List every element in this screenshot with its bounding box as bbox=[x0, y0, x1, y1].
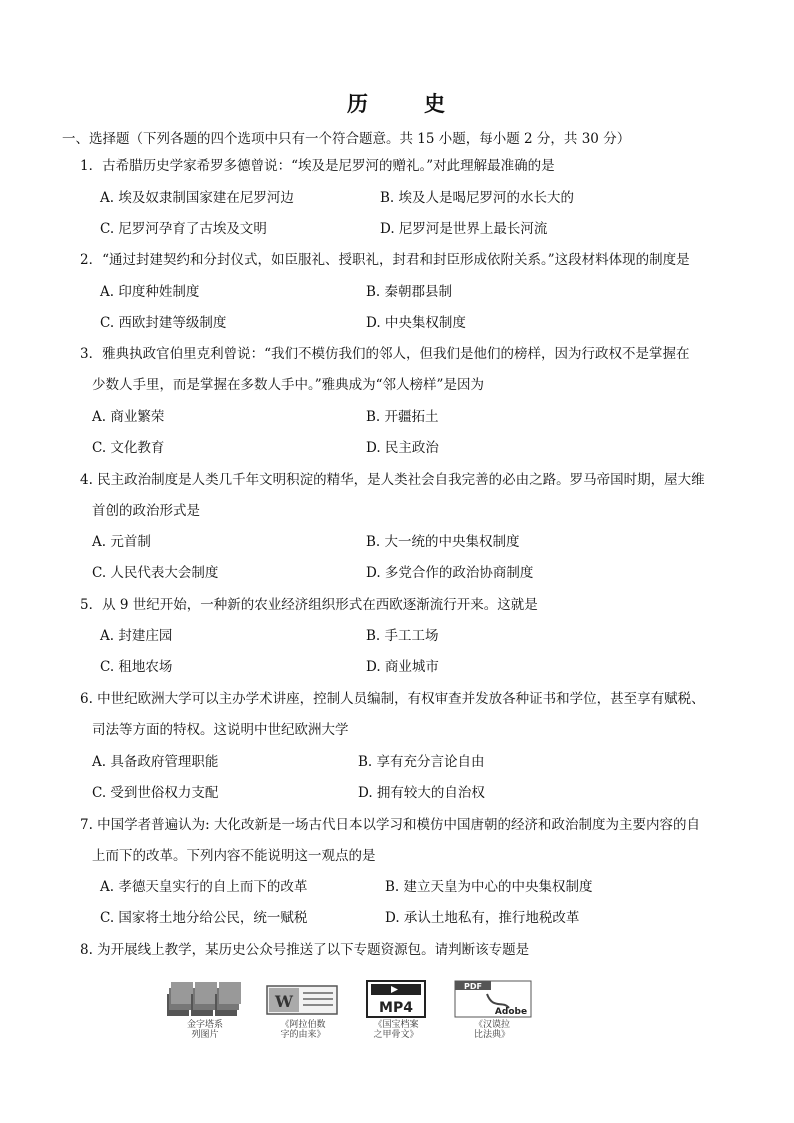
resource-pack bbox=[165, 980, 565, 1040]
question-2-option-a: A. 印度种姓制度 bbox=[100, 284, 200, 300]
question-7-option-c: C. 国家将土地分给公民，统一赋税 bbox=[100, 910, 308, 926]
question-2-option-d: D. 中央集权制度 bbox=[366, 315, 466, 331]
question-4-option-d: D. 多党合作的政治协商制度 bbox=[366, 565, 534, 581]
question-4-text-line-1: 4. 民主政治制度是人类几千年文明积淀的精华，是人类社会自我完善的必由之路。罗马帝国时期，屋大维 bbox=[80, 472, 705, 488]
question-1-option-a: A. 埃及奴隶制国家建在尼罗河边 bbox=[100, 190, 294, 206]
question-1-option-c: C. 尼罗河孕育了古埃及文明 bbox=[100, 221, 267, 237]
question-3-option-b: B. 开疆拓土 bbox=[366, 409, 439, 425]
question-4-option-a: A. 元首制 bbox=[92, 534, 151, 550]
resource-4-caption-line-1: 《汉谟拉 bbox=[473, 1020, 510, 1030]
svg-text:W: W bbox=[275, 992, 293, 1011]
question-5-option-c: C. 租地农场 bbox=[100, 659, 173, 675]
resource-4-caption-line-2: 比法典》 bbox=[473, 1030, 510, 1040]
question-6-option-b: B. 享有充分言论自由 bbox=[358, 754, 485, 770]
question-5-option-d: D. 商业城市 bbox=[366, 659, 439, 675]
resource-4-caption bbox=[459, 1020, 525, 1040]
question-5-option-b: B. 手工工场 bbox=[366, 628, 439, 644]
question-7-option-d: D. 承认土地私有，推行地税改革 bbox=[385, 910, 580, 926]
resource-1-caption-line-1: 金字塔系 bbox=[186, 1020, 223, 1030]
resource-3-caption-line-1: 《国宝档案 bbox=[373, 1020, 419, 1030]
question-4-text-line-2: 首创的政治形式是 bbox=[92, 503, 200, 519]
question-3-option-d: D. 民主政治 bbox=[366, 440, 439, 456]
question-6-option-c: C. 受到世俗权力支配 bbox=[92, 785, 219, 801]
question-3-text-line-1: 3．雅典执政官伯里克利曾说：“我们不模仿我们的邻人，但我们是他们的榜样，因为行政权不是掌握在 bbox=[80, 346, 690, 362]
question-6-option-d: D. 拥有较大的自治权 bbox=[358, 785, 485, 801]
page-title bbox=[0, 88, 794, 118]
question-2-text: 2．“通过封建契约和分封仪式，如臣服礼、授职礼，封君和封臣形成依附关系。”这段材料体现的制度是 bbox=[80, 252, 690, 268]
resource-2-caption bbox=[268, 1020, 338, 1040]
question-8-text: 8. 为开展线上教学，某历史公众号推送了以下专题资源包。请判断该专题是 bbox=[80, 942, 530, 958]
question-6-option-a: A. 具备政府管理职能 bbox=[92, 754, 219, 770]
question-3-option-c: C. 文化教育 bbox=[92, 440, 165, 456]
title-part-1: 历 bbox=[347, 91, 370, 116]
question-1-option-b: B. 埃及人是喝尼罗河的水长大的 bbox=[380, 190, 575, 206]
resource-2-caption-line-1: 《阿拉伯数 bbox=[280, 1020, 326, 1030]
title-part-2: 史 bbox=[424, 91, 447, 116]
question-2-option-b: B. 秦朝郡县制 bbox=[366, 284, 453, 300]
mp4-label: MP4 bbox=[379, 1000, 413, 1016]
question-4-option-b: B. 大一统的中央集权制度 bbox=[366, 534, 520, 550]
question-4-option-c: C. 人民代表大会制度 bbox=[92, 565, 219, 581]
question-7-option-b: B. 建立天皇为中心的中央集权制度 bbox=[385, 879, 593, 895]
question-1-text: 1．古希腊历史学家希罗多德曾说：“埃及是尼罗河的赠礼。”对此理解最准确的是 bbox=[80, 158, 555, 174]
question-5-text: 5．从 9 世纪开始，一种新的农业经济组织形式在西欧逐渐流行开来。这就是 bbox=[80, 597, 538, 613]
adobe-label: Adobe bbox=[494, 1007, 528, 1017]
resource-1-caption-line-2: 列图片 bbox=[191, 1030, 219, 1040]
question-6-text-line-2: 司法等方面的特权。这说明中世纪欧洲大学 bbox=[92, 722, 349, 738]
question-5-option-a: A. 封建庄园 bbox=[100, 628, 173, 644]
resource-2-caption-line-2: 字的由来》 bbox=[280, 1030, 326, 1040]
resource-3-caption-line-2: 之甲骨文》 bbox=[373, 1030, 419, 1040]
resource-1-caption bbox=[175, 1020, 235, 1040]
question-2-option-c: C. 西欧封建等级制度 bbox=[100, 315, 227, 331]
section-header: 一、选择题（下列各题的四个选项中只有一个符合题意。共 15 小题，每小题 2 分，共 30 分） bbox=[62, 131, 631, 147]
question-3-text-line-2: 少数人手里，而是掌握在多数人手中。”雅典成为“邻人榜样”是因为 bbox=[92, 377, 484, 393]
question-7-text-line-1: 7. 中国学者普遍认为: 大化改新是一场古代日本以学习和模仿中国唐朝的经济和政治制度为主要内容的自 bbox=[80, 817, 701, 833]
question-7-option-a: A. 孝德天皇实行的自上而下的改革 bbox=[100, 879, 308, 895]
question-6-text-line-1: 6. 中世纪欧洲大学可以主办学术讲座，控制人员编制，有权审查并发放各种证书和学位，甚至享有赋税、 bbox=[80, 691, 705, 707]
question-7-text-line-2: 上而下的改革。下列内容不能说明这一观点的是 bbox=[92, 848, 376, 864]
question-1-option-d: D. 尼罗河是世界上最长河流 bbox=[380, 221, 548, 237]
resource-3-caption bbox=[357, 1020, 435, 1040]
question-3-option-a: A. 商业繁荣 bbox=[92, 409, 165, 425]
pdf-label: PDF bbox=[464, 982, 482, 991]
